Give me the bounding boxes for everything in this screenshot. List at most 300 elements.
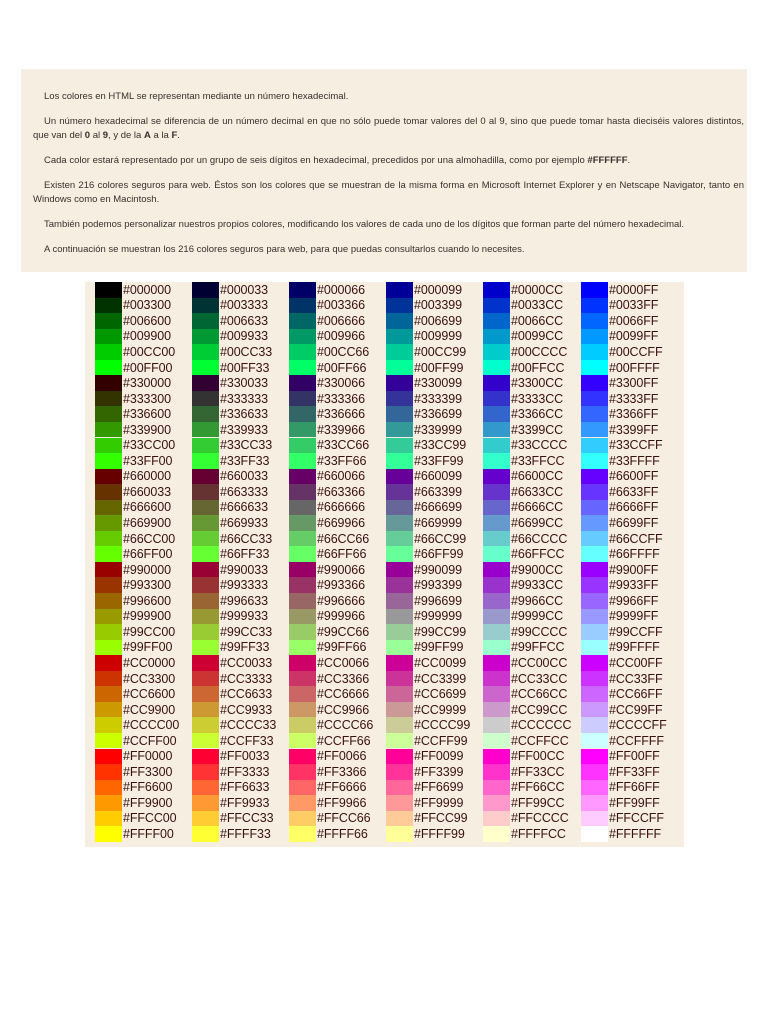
color-code-label: #99CC00 xyxy=(123,624,176,639)
color-code-label: #FF00CC xyxy=(511,749,565,764)
color-cell xyxy=(192,640,269,656)
color-swatch xyxy=(581,515,608,531)
color-code-label: #993333 xyxy=(220,578,268,593)
color-swatch xyxy=(581,546,608,562)
color-cell xyxy=(386,406,462,422)
color-code-label: #339966 xyxy=(317,422,365,437)
color-code-label: #FF6699 xyxy=(414,780,464,795)
color-swatch xyxy=(192,624,219,640)
color-code-label: #CC00CC xyxy=(511,655,568,670)
color-swatch xyxy=(192,686,219,702)
color-code-label: #999999 xyxy=(414,609,462,624)
color-code-label: #3333FF xyxy=(609,391,659,406)
color-cell xyxy=(95,469,171,485)
color-cell xyxy=(386,577,462,593)
color-code-label: #993300 xyxy=(123,578,171,593)
color-swatch xyxy=(581,811,608,827)
color-code-label: #3399CC xyxy=(511,422,564,437)
color-swatch xyxy=(386,562,413,578)
color-code-label: #FF9966 xyxy=(317,795,367,810)
color-code-label: #CC9999 xyxy=(414,702,467,717)
color-code-label: #669999 xyxy=(414,516,462,530)
color-swatch xyxy=(192,562,219,578)
color-code-label: #0000CC xyxy=(511,282,564,297)
color-code-label: #CCCC00 xyxy=(123,718,180,733)
color-swatch xyxy=(386,438,413,454)
color-code-label: #006600 xyxy=(123,313,171,328)
color-cell xyxy=(581,780,660,796)
color-swatch xyxy=(95,686,122,702)
color-cell xyxy=(483,484,563,500)
color-cell xyxy=(483,469,563,485)
color-code-label: #CCCC33 xyxy=(220,718,277,733)
color-cell xyxy=(192,360,269,376)
color-code-label: #FF33FF xyxy=(609,764,660,779)
color-swatch xyxy=(289,313,316,329)
color-code-label: #FFFFFF xyxy=(609,827,662,841)
color-swatch xyxy=(192,702,219,718)
color-cell xyxy=(386,671,466,687)
color-cell xyxy=(483,391,563,407)
color-cell xyxy=(289,733,370,749)
color-swatch xyxy=(192,780,219,796)
color-swatch xyxy=(95,764,122,780)
color-code-label: #99FF66 xyxy=(317,640,367,655)
color-swatch xyxy=(192,500,219,516)
color-cell xyxy=(192,313,268,329)
color-swatch xyxy=(581,764,608,780)
color-swatch xyxy=(581,282,608,298)
color-swatch xyxy=(95,702,122,718)
color-swatch xyxy=(483,422,510,438)
color-cell xyxy=(581,500,658,516)
color-cell xyxy=(192,717,276,733)
color-cell xyxy=(386,609,462,625)
color-code-label: #CC0000 xyxy=(123,655,176,670)
color-swatch xyxy=(581,795,608,811)
color-swatch xyxy=(581,717,608,733)
color-swatch xyxy=(289,500,316,516)
color-cell xyxy=(289,360,366,376)
color-code-label: #9900FF xyxy=(609,562,659,577)
color-cell xyxy=(386,655,466,671)
color-swatch xyxy=(192,484,219,500)
color-code-label: #990066 xyxy=(317,562,365,577)
color-cell xyxy=(483,702,567,718)
color-swatch xyxy=(95,329,122,345)
color-code-label: #CC99CC xyxy=(511,702,568,717)
color-code-label: #66CCFF xyxy=(609,531,663,546)
color-code-label: #993366 xyxy=(317,578,365,593)
color-cell xyxy=(192,780,269,796)
color-code-label: #339933 xyxy=(220,422,268,437)
color-cell xyxy=(95,546,172,562)
color-swatch xyxy=(192,531,219,547)
color-code-label: #996600 xyxy=(123,593,171,608)
color-swatch xyxy=(483,749,510,765)
color-code-label: #990099 xyxy=(414,562,462,577)
color-swatch xyxy=(386,282,413,298)
color-code-label: #00CC00 xyxy=(123,344,176,359)
color-code-label: #9933FF xyxy=(609,578,659,593)
color-swatch xyxy=(483,515,510,531)
color-cell xyxy=(483,795,564,811)
color-cell xyxy=(192,406,268,422)
color-cell xyxy=(192,438,272,454)
color-code-label: #CCFF66 xyxy=(317,733,371,748)
intro-text-box xyxy=(21,69,747,272)
color-code-label: #660033 xyxy=(220,469,268,484)
color-cell xyxy=(192,577,268,593)
color-code-label: #FF3366 xyxy=(317,764,367,779)
color-code-label: #33CC99 xyxy=(414,438,467,453)
color-swatch xyxy=(483,671,510,687)
color-swatch xyxy=(483,438,510,454)
color-cell xyxy=(192,624,272,640)
color-swatch xyxy=(386,764,413,780)
color-swatch xyxy=(581,406,608,422)
color-code-label: #339900 xyxy=(123,422,171,437)
color-cell xyxy=(289,422,365,438)
color-code-label: #996699 xyxy=(414,593,462,608)
color-code-label: #66FFFF xyxy=(609,547,660,562)
color-swatch xyxy=(289,624,316,640)
color-cell xyxy=(192,282,268,298)
color-code-label: #FFFF99 xyxy=(414,827,465,841)
intro-text: Los colores en HTML se representan mediante un número hexadecimal. xyxy=(44,91,349,102)
color-swatch xyxy=(95,733,122,749)
color-code-label: #00CC99 xyxy=(414,344,467,359)
color-swatch xyxy=(386,391,413,407)
color-swatch xyxy=(95,375,122,391)
color-code-label: #CC66FF xyxy=(609,687,663,702)
color-cell xyxy=(386,795,463,811)
color-cell xyxy=(95,717,179,733)
color-code-label: #33FFCC xyxy=(511,453,565,468)
color-cell xyxy=(192,531,272,547)
color-cell xyxy=(95,422,171,438)
color-code-label: #00CC33 xyxy=(220,344,273,359)
color-cell xyxy=(581,609,658,625)
color-code-label: #99FF00 xyxy=(123,640,173,655)
color-code-label: #0099CC xyxy=(511,329,564,344)
color-cell xyxy=(289,298,365,314)
color-swatch xyxy=(581,826,608,842)
color-code-label: #003399 xyxy=(414,298,462,313)
color-cell xyxy=(192,811,273,827)
color-code-label: #66CC33 xyxy=(220,531,273,546)
color-swatch xyxy=(289,360,316,376)
color-cell xyxy=(289,406,365,422)
color-swatch xyxy=(386,624,413,640)
color-cell xyxy=(192,686,272,702)
color-code-label: #6699FF xyxy=(609,516,659,530)
color-cell xyxy=(483,640,564,656)
color-code-label: #33CC00 xyxy=(123,438,176,453)
color-cell xyxy=(581,515,658,531)
color-code-label: #CCCCCC xyxy=(511,718,572,733)
color-cell xyxy=(95,500,171,516)
color-swatch xyxy=(581,686,608,702)
color-swatch xyxy=(581,344,608,360)
color-swatch xyxy=(581,577,608,593)
color-code-label: #FF99FF xyxy=(609,795,660,810)
intro-bold: F xyxy=(171,130,178,141)
color-code-label: #993399 xyxy=(414,578,462,593)
color-swatch xyxy=(95,344,122,360)
intro-text: , y de la xyxy=(108,130,144,141)
color-swatch xyxy=(192,422,219,438)
color-swatch xyxy=(289,780,316,796)
color-cell xyxy=(581,749,660,765)
color-swatch xyxy=(289,733,316,749)
color-swatch xyxy=(386,344,413,360)
color-swatch xyxy=(483,282,510,298)
color-cell xyxy=(483,624,567,640)
color-code-label: #663399 xyxy=(414,484,462,499)
color-code-label: #003366 xyxy=(317,298,365,313)
color-cell xyxy=(581,438,662,454)
intro-bold: A xyxy=(143,130,151,141)
color-swatch xyxy=(289,811,316,827)
color-cell xyxy=(95,826,174,842)
color-swatch xyxy=(95,391,122,407)
color-code-label: #33CCFF xyxy=(609,438,663,453)
color-cell xyxy=(95,686,175,702)
intro-bold: 0 xyxy=(84,130,91,141)
color-swatch xyxy=(483,298,510,314)
color-cell xyxy=(289,391,365,407)
color-cell xyxy=(483,764,564,780)
color-code-label: #009933 xyxy=(220,329,268,344)
color-swatch xyxy=(386,717,413,733)
color-code-label: #66FF66 xyxy=(317,547,367,562)
color-cell xyxy=(386,562,462,578)
color-cell xyxy=(95,406,171,422)
color-swatch xyxy=(386,375,413,391)
color-code-label: #66FFCC xyxy=(511,547,565,562)
color-code-label: #333300 xyxy=(123,391,171,406)
color-cell xyxy=(581,484,658,500)
color-swatch xyxy=(289,764,316,780)
color-cell xyxy=(386,702,466,718)
color-cell xyxy=(95,375,171,391)
color-cell xyxy=(95,531,175,547)
color-swatch xyxy=(386,484,413,500)
intro-text: También podemos personalizar nuestros propios colores, modificando los valores de cada uno de los dígitos que forman parte del número hexadecimal. xyxy=(44,219,685,230)
color-cell xyxy=(192,655,272,671)
color-swatch xyxy=(95,811,122,827)
color-swatch xyxy=(483,826,510,842)
color-swatch xyxy=(386,733,413,749)
color-code-label: #003300 xyxy=(123,298,171,313)
color-code-label: #FF33CC xyxy=(511,764,565,779)
color-cell xyxy=(483,577,563,593)
color-cell xyxy=(581,624,662,640)
color-swatch xyxy=(386,469,413,485)
color-cell xyxy=(192,826,271,842)
color-code-label: #FF66CC xyxy=(511,780,565,795)
color-cell xyxy=(95,764,172,780)
color-swatch xyxy=(289,375,316,391)
color-code-label: #33FF99 xyxy=(414,453,464,468)
color-swatch xyxy=(95,515,122,531)
color-code-label: #000000 xyxy=(123,282,171,297)
color-swatch xyxy=(581,469,608,485)
color-code-label: #3366FF xyxy=(609,407,659,422)
color-cell xyxy=(581,702,662,718)
color-cell xyxy=(483,313,563,329)
color-cell xyxy=(581,298,658,314)
color-code-label: #660000 xyxy=(123,469,171,484)
color-code-label: #99FFFF xyxy=(609,640,660,655)
color-cell xyxy=(95,562,171,578)
color-code-label: #FF6666 xyxy=(317,780,367,795)
color-cell xyxy=(386,438,466,454)
color-swatch xyxy=(483,655,510,671)
color-code-label: #000033 xyxy=(220,282,268,297)
color-swatch xyxy=(95,313,122,329)
color-swatch xyxy=(95,749,122,765)
color-code-label: #CCFF00 xyxy=(123,733,177,748)
color-code-label: #330099 xyxy=(414,376,462,391)
color-swatch xyxy=(581,655,608,671)
color-swatch xyxy=(483,469,510,485)
color-cell xyxy=(289,546,366,562)
color-swatch xyxy=(95,562,122,578)
color-swatch xyxy=(581,438,608,454)
intro-text: Existen 216 colores seguros para web. Éstos son los colores que se muestran de la misma forma en Microsoft Internet Explorer y en Netscape Navigator, tanto en Windows como en Macintosh. xyxy=(33,180,744,205)
color-cell xyxy=(289,500,365,516)
color-swatch xyxy=(289,515,316,531)
color-swatch xyxy=(95,609,122,625)
color-cell xyxy=(192,609,268,625)
color-swatch xyxy=(95,577,122,593)
color-cell xyxy=(483,500,563,516)
color-cell xyxy=(386,764,463,780)
color-code-label: #33FF00 xyxy=(123,453,173,468)
color-swatch xyxy=(289,717,316,733)
color-cell xyxy=(95,453,172,469)
color-cell xyxy=(581,671,662,687)
color-code-label: #FF3333 xyxy=(220,764,270,779)
intro-bold: 9 xyxy=(102,130,109,141)
color-swatch xyxy=(581,671,608,687)
color-swatch xyxy=(483,733,510,749)
color-swatch xyxy=(289,593,316,609)
color-swatch xyxy=(581,593,608,609)
color-swatch xyxy=(95,826,122,842)
color-code-label: #CC6666 xyxy=(317,687,370,702)
color-cell xyxy=(581,360,660,376)
color-cell xyxy=(289,826,368,842)
intro-paragraph-6 xyxy=(33,243,744,257)
color-swatch xyxy=(289,344,316,360)
color-cell xyxy=(483,438,567,454)
color-cell xyxy=(483,406,563,422)
color-cell xyxy=(386,686,466,702)
color-code-label: #9933CC xyxy=(511,578,564,593)
color-cell xyxy=(289,531,369,547)
color-swatch xyxy=(289,795,316,811)
color-swatch xyxy=(289,406,316,422)
color-swatch xyxy=(289,484,316,500)
color-cell xyxy=(483,686,567,702)
color-code-label: #339999 xyxy=(414,422,462,437)
color-swatch xyxy=(192,609,219,625)
color-cell xyxy=(95,282,171,298)
color-cell xyxy=(581,764,660,780)
color-code-label: #660099 xyxy=(414,469,462,484)
color-code-label: #336633 xyxy=(220,407,268,422)
color-swatch xyxy=(192,546,219,562)
color-code-label: #00FFCC xyxy=(511,360,565,375)
color-code-label: #999900 xyxy=(123,609,171,624)
color-swatch xyxy=(95,640,122,656)
color-swatch xyxy=(386,329,413,345)
color-cell xyxy=(386,624,466,640)
color-cell xyxy=(289,764,366,780)
color-cell xyxy=(483,422,563,438)
color-code-label: #3399FF xyxy=(609,422,659,437)
color-cell xyxy=(581,717,667,733)
color-cell xyxy=(289,686,369,702)
color-swatch xyxy=(386,593,413,609)
color-swatch xyxy=(483,344,510,360)
color-cell xyxy=(289,717,373,733)
color-swatch xyxy=(289,686,316,702)
color-code-label: #000099 xyxy=(414,282,462,297)
color-swatch xyxy=(483,811,510,827)
color-cell xyxy=(483,811,569,827)
color-cell xyxy=(95,749,172,765)
color-cell xyxy=(581,329,658,345)
color-cell xyxy=(483,515,563,531)
color-code-label: #9966FF xyxy=(609,593,659,608)
color-code-label: #66CC99 xyxy=(414,531,467,546)
color-swatch xyxy=(289,469,316,485)
color-swatch xyxy=(581,702,608,718)
color-cell xyxy=(581,344,662,360)
color-cell xyxy=(581,733,664,749)
color-swatch xyxy=(95,282,122,298)
color-swatch xyxy=(386,360,413,376)
color-code-label: #FFCC99 xyxy=(414,811,468,826)
color-swatch xyxy=(95,795,122,811)
color-swatch xyxy=(289,531,316,547)
intro-bold: #FFFFFF xyxy=(587,155,628,166)
color-swatch xyxy=(386,515,413,531)
color-code-label: #CC66CC xyxy=(511,687,568,702)
color-cell xyxy=(95,360,172,376)
color-swatch xyxy=(386,795,413,811)
color-code-label: #6600FF xyxy=(609,469,659,484)
color-code-label: #00FF66 xyxy=(317,360,367,375)
color-code-label: #3300FF xyxy=(609,376,659,391)
color-code-label: #6633CC xyxy=(511,484,564,499)
color-code-label: #00FFFF xyxy=(609,360,660,375)
color-cell xyxy=(289,593,365,609)
color-code-label: #9999FF xyxy=(609,609,659,624)
color-code-label: #6699CC xyxy=(511,516,564,530)
color-cell xyxy=(581,453,660,469)
color-code-label: #FFFF00 xyxy=(123,827,174,841)
color-code-label: #999933 xyxy=(220,609,268,624)
color-cell xyxy=(386,484,462,500)
color-swatch xyxy=(581,422,608,438)
color-cell xyxy=(192,391,268,407)
color-swatch xyxy=(581,360,608,376)
